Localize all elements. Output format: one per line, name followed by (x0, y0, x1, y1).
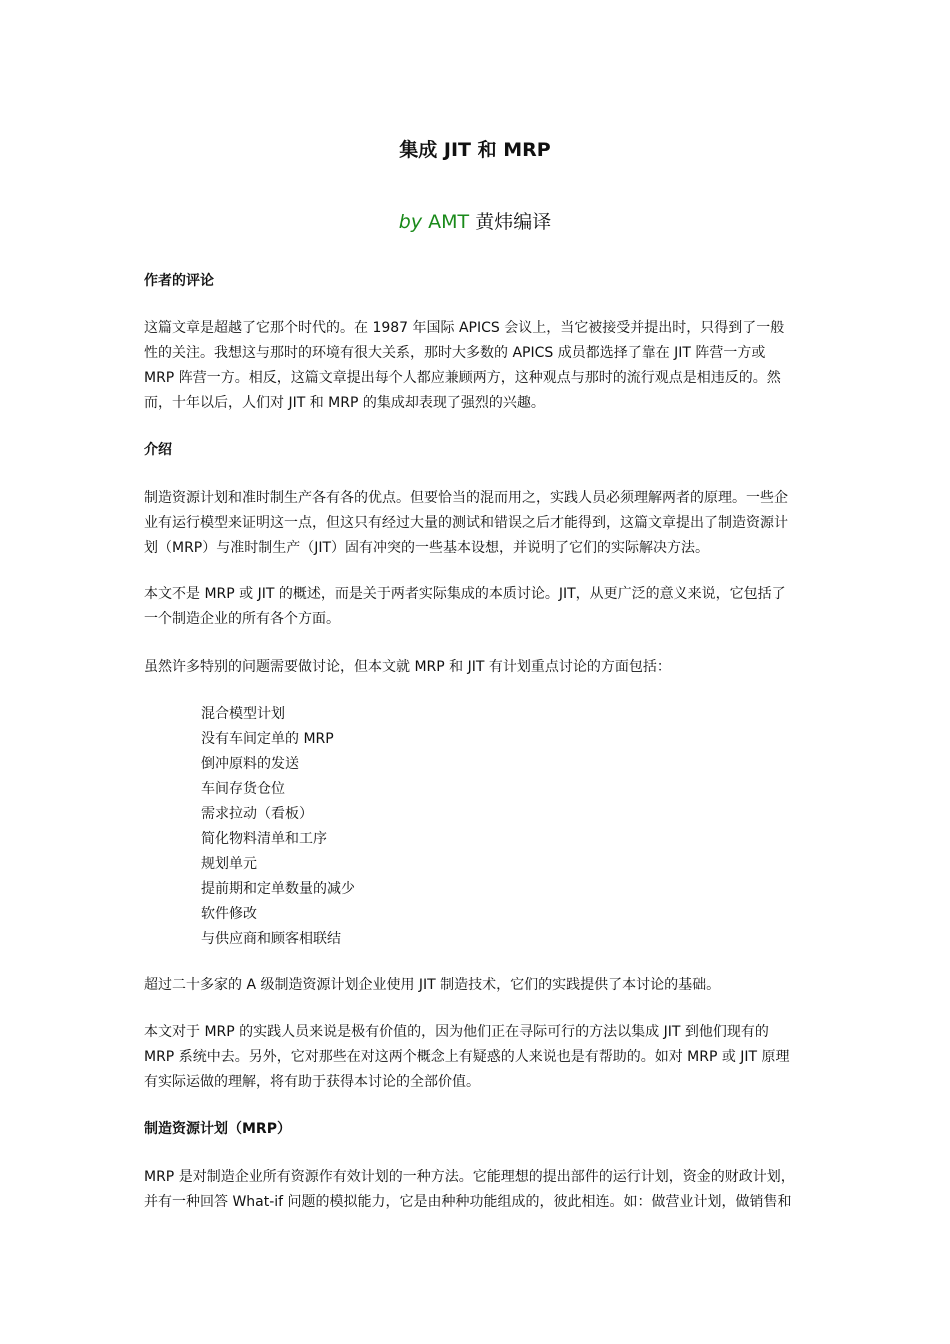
byline-org: AMT (428, 211, 470, 233)
list-item: 需求拉动（看板） (201, 806, 313, 822)
paragraph-line: 划（MRP）与准时制生产（JIT）固有冲突的一些基本设想，并说明了它们的实际解决方法。 (144, 540, 710, 556)
topic-list (201, 702, 601, 952)
section-heading-intro: 介绍 (144, 442, 172, 458)
list-item: 提前期和定单数量的减少 (201, 881, 355, 897)
byline-author: 黄炜编译 (475, 211, 552, 233)
paragraph-line: 业有运行模型来证明这一点，但这只有经过大量的测试和错误之后才能得到，这篇文章提出了制造资源计 (144, 515, 788, 531)
paragraph-line: MRP 系统中去。另外，它对那些在对这两个概念上有疑惑的人来说也是有帮助的。如对 MRP 或 JIT 原理 (144, 1049, 790, 1065)
list-item: 规划单元 (201, 856, 257, 872)
paragraph-line: 本文不是 MRP 或 JIT 的概述，而是关于两者实际集成的本质讨论。JIT，从更广泛的意义来说，它包括了 (144, 586, 786, 602)
intro-paragraph-3 (144, 655, 809, 680)
list-item: 与供应商和顾客相联结 (201, 931, 341, 947)
after-list-paragraph-1 (144, 973, 809, 998)
paragraph-line: 虽然许多特别的问题需要做讨论，但本文就 MRP 和 JIT 有计划重点讨论的方面包括： (144, 659, 671, 675)
section-heading-mrp: 制造资源计划（MRP） (144, 1121, 291, 1137)
document-title: 集成 JIT 和 MRP (399, 139, 551, 161)
intro-paragraph-2 (144, 582, 809, 632)
mrp-paragraph (144, 1165, 809, 1215)
paragraph-line: 这篇文章是超越了它那个时代的。在 1987 年国际 APICS 会议上，当它被接受并提出时，只得到了一般 (144, 320, 785, 336)
list-item: 软件修改 (201, 906, 257, 922)
paragraph-line: 有实际运做的理解，将有助于获得本讨论的全部价值。 (144, 1074, 480, 1090)
byline (0, 208, 950, 236)
paragraph-line: 并有一种回答 What-if 问题的模拟能力，它是由种种功能组成的，彼此相连。如：做营业计划，做销售和 (144, 1194, 792, 1210)
paragraph-line: MRP 阵营一方。相反，这篇文章提出每个人都应兼顾两方，这种观点与那时的流行观点是相违反的。然 (144, 370, 781, 386)
list-item: 倒冲原料的发送 (201, 756, 299, 772)
paragraph-line: 本文对于 MRP 的实践人员来说是极有价值的，因为他们正在寻际可行的方法以集成 JIT 到他们现有的 (144, 1024, 769, 1040)
paragraph-line: MRP 是对制造企业所有资源作有效计划的一种方法。它能理想的提出部件的运行计划，资金的财政计划， (144, 1169, 795, 1185)
paragraph-line: 而，十年以后，人们对 JIT 和 MRP 的集成却表现了强烈的兴趣。 (144, 395, 545, 411)
paragraph-line: 制造资源计划和准时制生产各有各的优点。但要恰当的混而用之，实践人员必须理解两者的原理。一些企 (144, 490, 788, 506)
comment-paragraph (144, 316, 809, 416)
paragraph-line: 性的关注。我想这与那时的环境有很大关系，那时大多数的 APICS 成员都选择了靠在 JIT 阵营一方或 (144, 345, 766, 361)
byline-by: by (398, 211, 423, 233)
paragraph-line: 一个制造企业的所有各个方面。 (144, 611, 340, 627)
list-item: 混合模型计划 (201, 706, 285, 722)
list-item: 没有车间定单的 MRP (201, 731, 334, 747)
after-list-paragraph-2 (144, 1020, 809, 1095)
list-item: 车间存货仓位 (201, 781, 285, 797)
paragraph-line: 超过二十多家的 A 级制造资源计划企业使用 JIT 制造技术，它们的实践提供了本讨论的基础。 (144, 977, 721, 993)
list-item: 简化物料清单和工序 (201, 831, 327, 847)
section-heading-comment: 作者的评论 (144, 273, 214, 289)
intro-paragraph-1 (144, 486, 809, 561)
